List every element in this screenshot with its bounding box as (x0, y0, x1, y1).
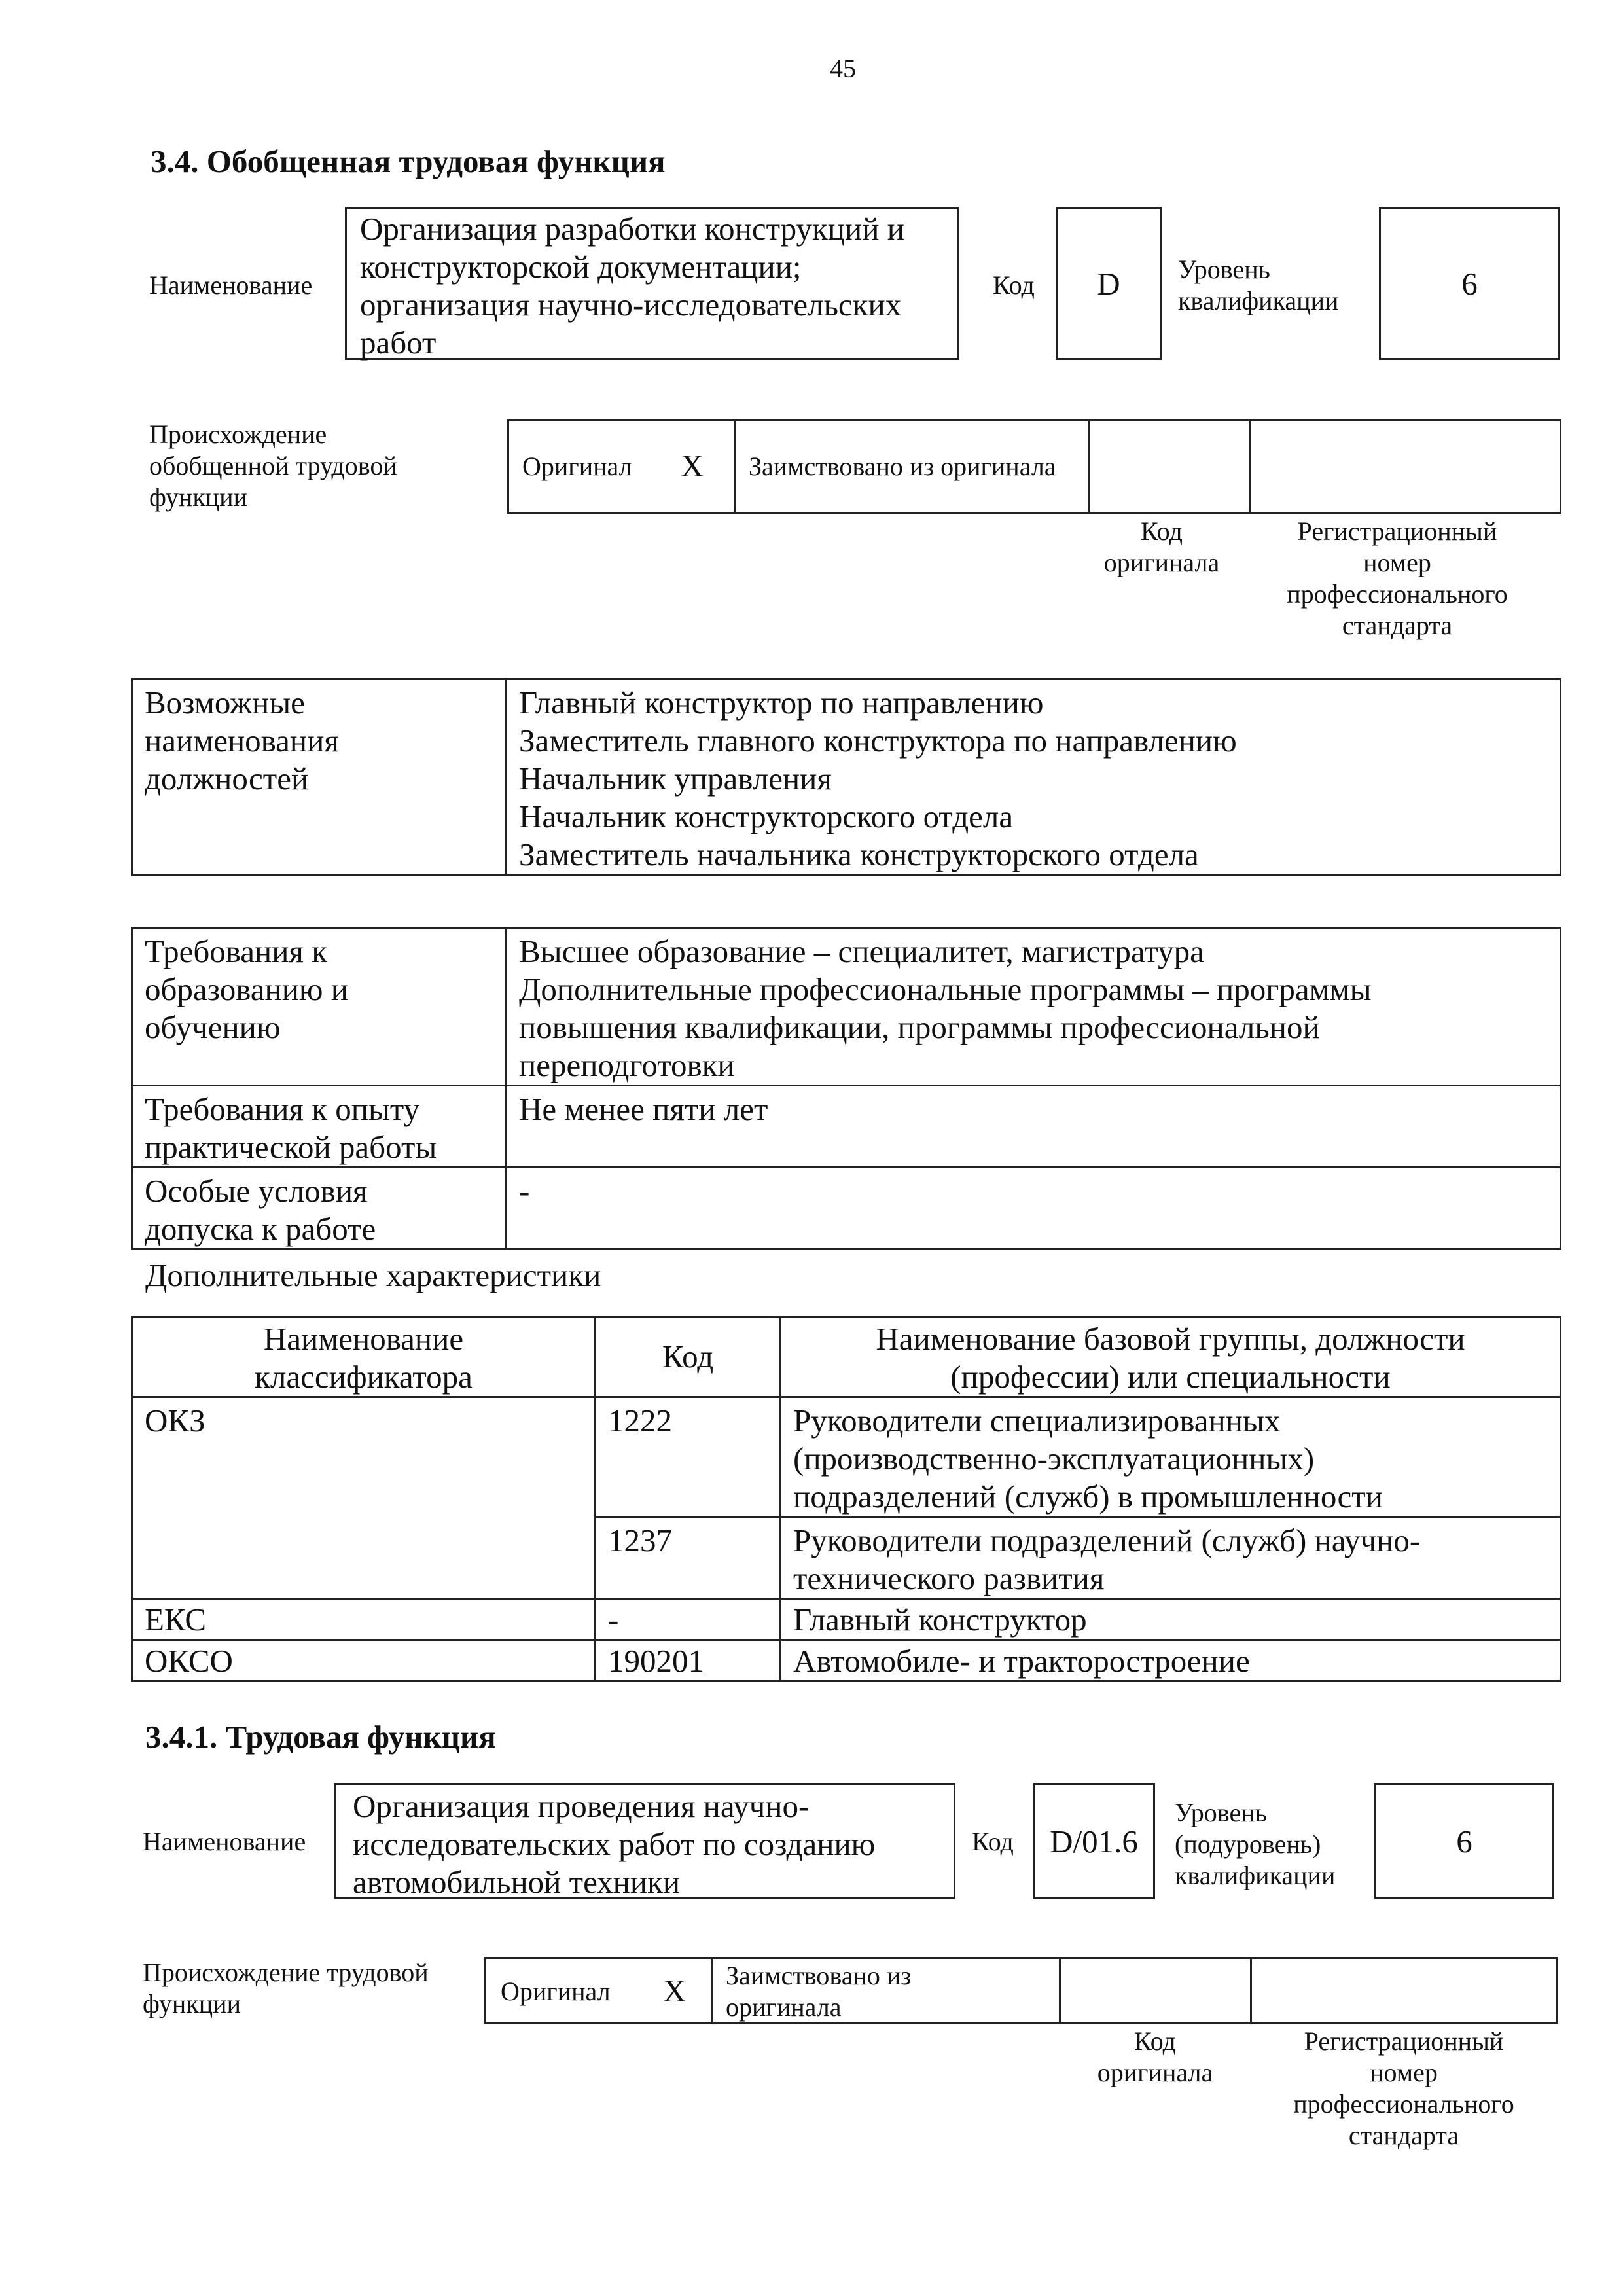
level-value-tf: 6 (1456, 1823, 1472, 1859)
reg-number-caption-tf (1250, 2026, 1558, 2151)
requirement-value-line: повышения квалификации, программы профессиональной (519, 1009, 1320, 1045)
caption-line: Код (1134, 2026, 1176, 2056)
origin-label-line: функции (149, 482, 247, 512)
name-line: работ (360, 325, 437, 361)
name-line: (производственно-эксплуатационных) (793, 1441, 1315, 1477)
caption-line: стандарта (1348, 2121, 1459, 2150)
borrowed-label-line: Заимствовано из (726, 1961, 912, 1990)
requirement-label-line: допуска к работе (145, 1211, 376, 1247)
positions-table (131, 678, 1561, 876)
requirement-label-line: обучению (145, 1009, 281, 1045)
code-text: 190201 (608, 1643, 704, 1679)
borrowed-label-tf (726, 1960, 911, 2023)
code-original-caption-tf (1060, 2026, 1250, 2089)
level-label-line: квалификации (1175, 1861, 1336, 1890)
original-code-cell (1061, 1959, 1251, 2022)
requirement-value-cell (507, 1086, 1561, 1168)
name-label-tf: Наименование (143, 1827, 306, 1856)
position-item: Начальник управления (519, 761, 832, 797)
original-label-tf: Оригинал (501, 1977, 611, 2006)
caption-line: оригинала (1097, 2058, 1213, 2087)
additional-title: Дополнительные характеристики (145, 1257, 601, 1293)
reg-number-cell (1251, 421, 1560, 512)
level-box-tf (1374, 1783, 1554, 1899)
level-value-gtf: 6 (1461, 266, 1478, 302)
origin-label-tf (143, 1957, 429, 2020)
header-line: Наименование (263, 1321, 464, 1357)
classifier-cell (132, 1599, 596, 1640)
code-original-caption-gtf (1083, 516, 1240, 579)
requirement-value-cell (507, 928, 1561, 1086)
position-item: Главный конструктор по направлению (519, 685, 1044, 721)
page-number: 45 (830, 54, 856, 83)
level-label-line: (подуровень) (1175, 1829, 1321, 1859)
requirement-label-line: Особые условия (145, 1173, 368, 1209)
code-value-tf: D/01.6 (1050, 1823, 1138, 1859)
section-heading-gtf: 3.4. Обобщенная трудовая функция (151, 143, 666, 179)
code-box-tf (1033, 1783, 1155, 1899)
code-cell (596, 1599, 781, 1640)
level-label-gtf (1178, 254, 1338, 317)
positions-label-line: должностей (145, 761, 309, 797)
level-label-line: квалификации (1178, 286, 1339, 315)
name-box-tf (334, 1783, 955, 1899)
cell-divider (734, 421, 736, 512)
header-group (781, 1317, 1561, 1397)
borrowed-label-line: оригинала (726, 1992, 842, 2022)
name-cell (781, 1640, 1561, 1681)
code-value-gtf: D (1097, 266, 1120, 302)
name-line: Руководители подразделений (служб) научно- (793, 1522, 1421, 1558)
level-label-tf (1175, 1797, 1335, 1892)
position-item: Начальник конструкторского отдела (519, 798, 1014, 834)
section-heading-tf: 3.4.1. Трудовая функция (145, 1719, 496, 1755)
code-cell (596, 1397, 781, 1517)
original-mark-tf: X (663, 1973, 687, 2009)
name-line: исследовательских работ по созданию (353, 1826, 876, 1862)
name-label-gtf: Наименование (149, 270, 313, 300)
header-line: классификатора (255, 1359, 473, 1395)
code-text: 1237 (608, 1522, 672, 1558)
original-mark-gtf: X (681, 448, 704, 484)
original-label-gtf: Оригинал (522, 452, 632, 481)
code-box-gtf (1056, 207, 1162, 360)
code-cell (596, 1640, 781, 1681)
name-line: Организация разработки конструкций и (360, 211, 904, 247)
requirement-label-line: Требования к (145, 933, 328, 969)
classifier-cell (132, 1397, 596, 1599)
position-item: Заместитель начальника конструкторского отдела (519, 836, 1199, 872)
classifier-text: ОКСО (145, 1643, 233, 1679)
classifier-cell (132, 1640, 596, 1681)
code-label-gtf: Код (993, 270, 1035, 300)
borrowed-label-gtf: Заимствовано из оригинала (749, 452, 1056, 481)
caption-line: Регистрационный (1304, 2026, 1504, 2056)
requirement-label-line: Требования к опыту (145, 1091, 420, 1127)
origin-row-gtf (507, 419, 1561, 514)
caption-line: профессионального (1293, 2089, 1514, 2119)
name-line: автомобильной техники (353, 1864, 681, 1900)
level-label-line: Уровень (1178, 255, 1270, 284)
requirement-label-line: практической работы (145, 1129, 437, 1165)
origin-label-line: функции (143, 1989, 241, 2018)
origin-label-line: Происхождение трудовой (143, 1958, 429, 1987)
position-item: Заместитель главного конструктора по направлению (519, 723, 1237, 759)
caption-line: оригинала (1103, 548, 1220, 577)
requirement-label-cell (132, 928, 507, 1086)
name-line: Главный конструктор (793, 1602, 1087, 1638)
header-code-text: Код (662, 1338, 714, 1374)
caption-line: Код (1141, 516, 1183, 546)
origin-label-gtf (149, 419, 397, 513)
name-cell (781, 1517, 1561, 1599)
code-text: 1222 (608, 1403, 672, 1439)
name-line: подразделений (служб) в промышленности (793, 1479, 1383, 1515)
requirement-value-cell (507, 1168, 1561, 1249)
additional-table (131, 1316, 1561, 1682)
caption-line: номер (1370, 2058, 1438, 2087)
name-line: Организация проведения научно- (353, 1788, 810, 1824)
positions-list-cell (507, 679, 1561, 875)
name-cell (781, 1397, 1561, 1517)
positions-label-line: наименования (145, 723, 339, 759)
caption-line: Регистрационный (1297, 516, 1497, 546)
requirement-label-cell (132, 1168, 507, 1249)
requirement-value-line: Высшее образование – специалитет, магистратура (519, 933, 1204, 969)
header-line: Наименование базовой группы, должности (876, 1321, 1465, 1357)
requirements-table (131, 927, 1561, 1250)
name-line: технического развития (793, 1560, 1105, 1596)
caption-line: профессионального (1287, 579, 1508, 609)
requirement-value-line: - (519, 1173, 530, 1209)
original-code-cell (1090, 421, 1247, 512)
requirement-label-line: образованию и (145, 971, 349, 1007)
header-code (596, 1317, 781, 1397)
reg-number-cell (1252, 1959, 1556, 2022)
name-cell (781, 1599, 1561, 1640)
origin-label-line: обобщенной трудовой (149, 451, 397, 480)
level-box-gtf (1379, 207, 1560, 360)
level-label-line: Уровень (1175, 1798, 1267, 1827)
header-line: (профессии) или специальности (950, 1359, 1391, 1395)
name-line: конструкторской документации; (360, 249, 802, 285)
requirement-label-cell (132, 1086, 507, 1168)
caption-line: стандарта (1342, 611, 1453, 640)
caption-line: номер (1363, 548, 1431, 577)
classifier-text: ОКЗ (145, 1403, 205, 1439)
name-line: организация научно-исследовательских (360, 287, 902, 323)
positions-label-cell (132, 679, 507, 875)
name-line: Руководители специализированных (793, 1403, 1281, 1439)
classifier-text: ЕКС (145, 1602, 207, 1638)
requirement-value-line: Не менее пяти лет (519, 1091, 768, 1127)
reg-number-caption-gtf (1240, 516, 1554, 641)
requirement-value-line: переподготовки (519, 1047, 735, 1083)
header-classifier (132, 1317, 596, 1397)
origin-row-tf (484, 1957, 1558, 2024)
requirement-value-line: Дополнительные профессиональные программы – программы (519, 971, 1372, 1007)
positions-label-line: Возможные (145, 685, 305, 721)
cell-divider (711, 1959, 713, 2022)
code-label-tf: Код (972, 1827, 1014, 1856)
origin-label-line: Происхождение (149, 420, 327, 449)
code-cell (596, 1517, 781, 1599)
code-text: - (608, 1602, 619, 1638)
name-line: Автомобиле- и тракторостроение (793, 1643, 1250, 1679)
name-box-gtf (345, 207, 959, 360)
